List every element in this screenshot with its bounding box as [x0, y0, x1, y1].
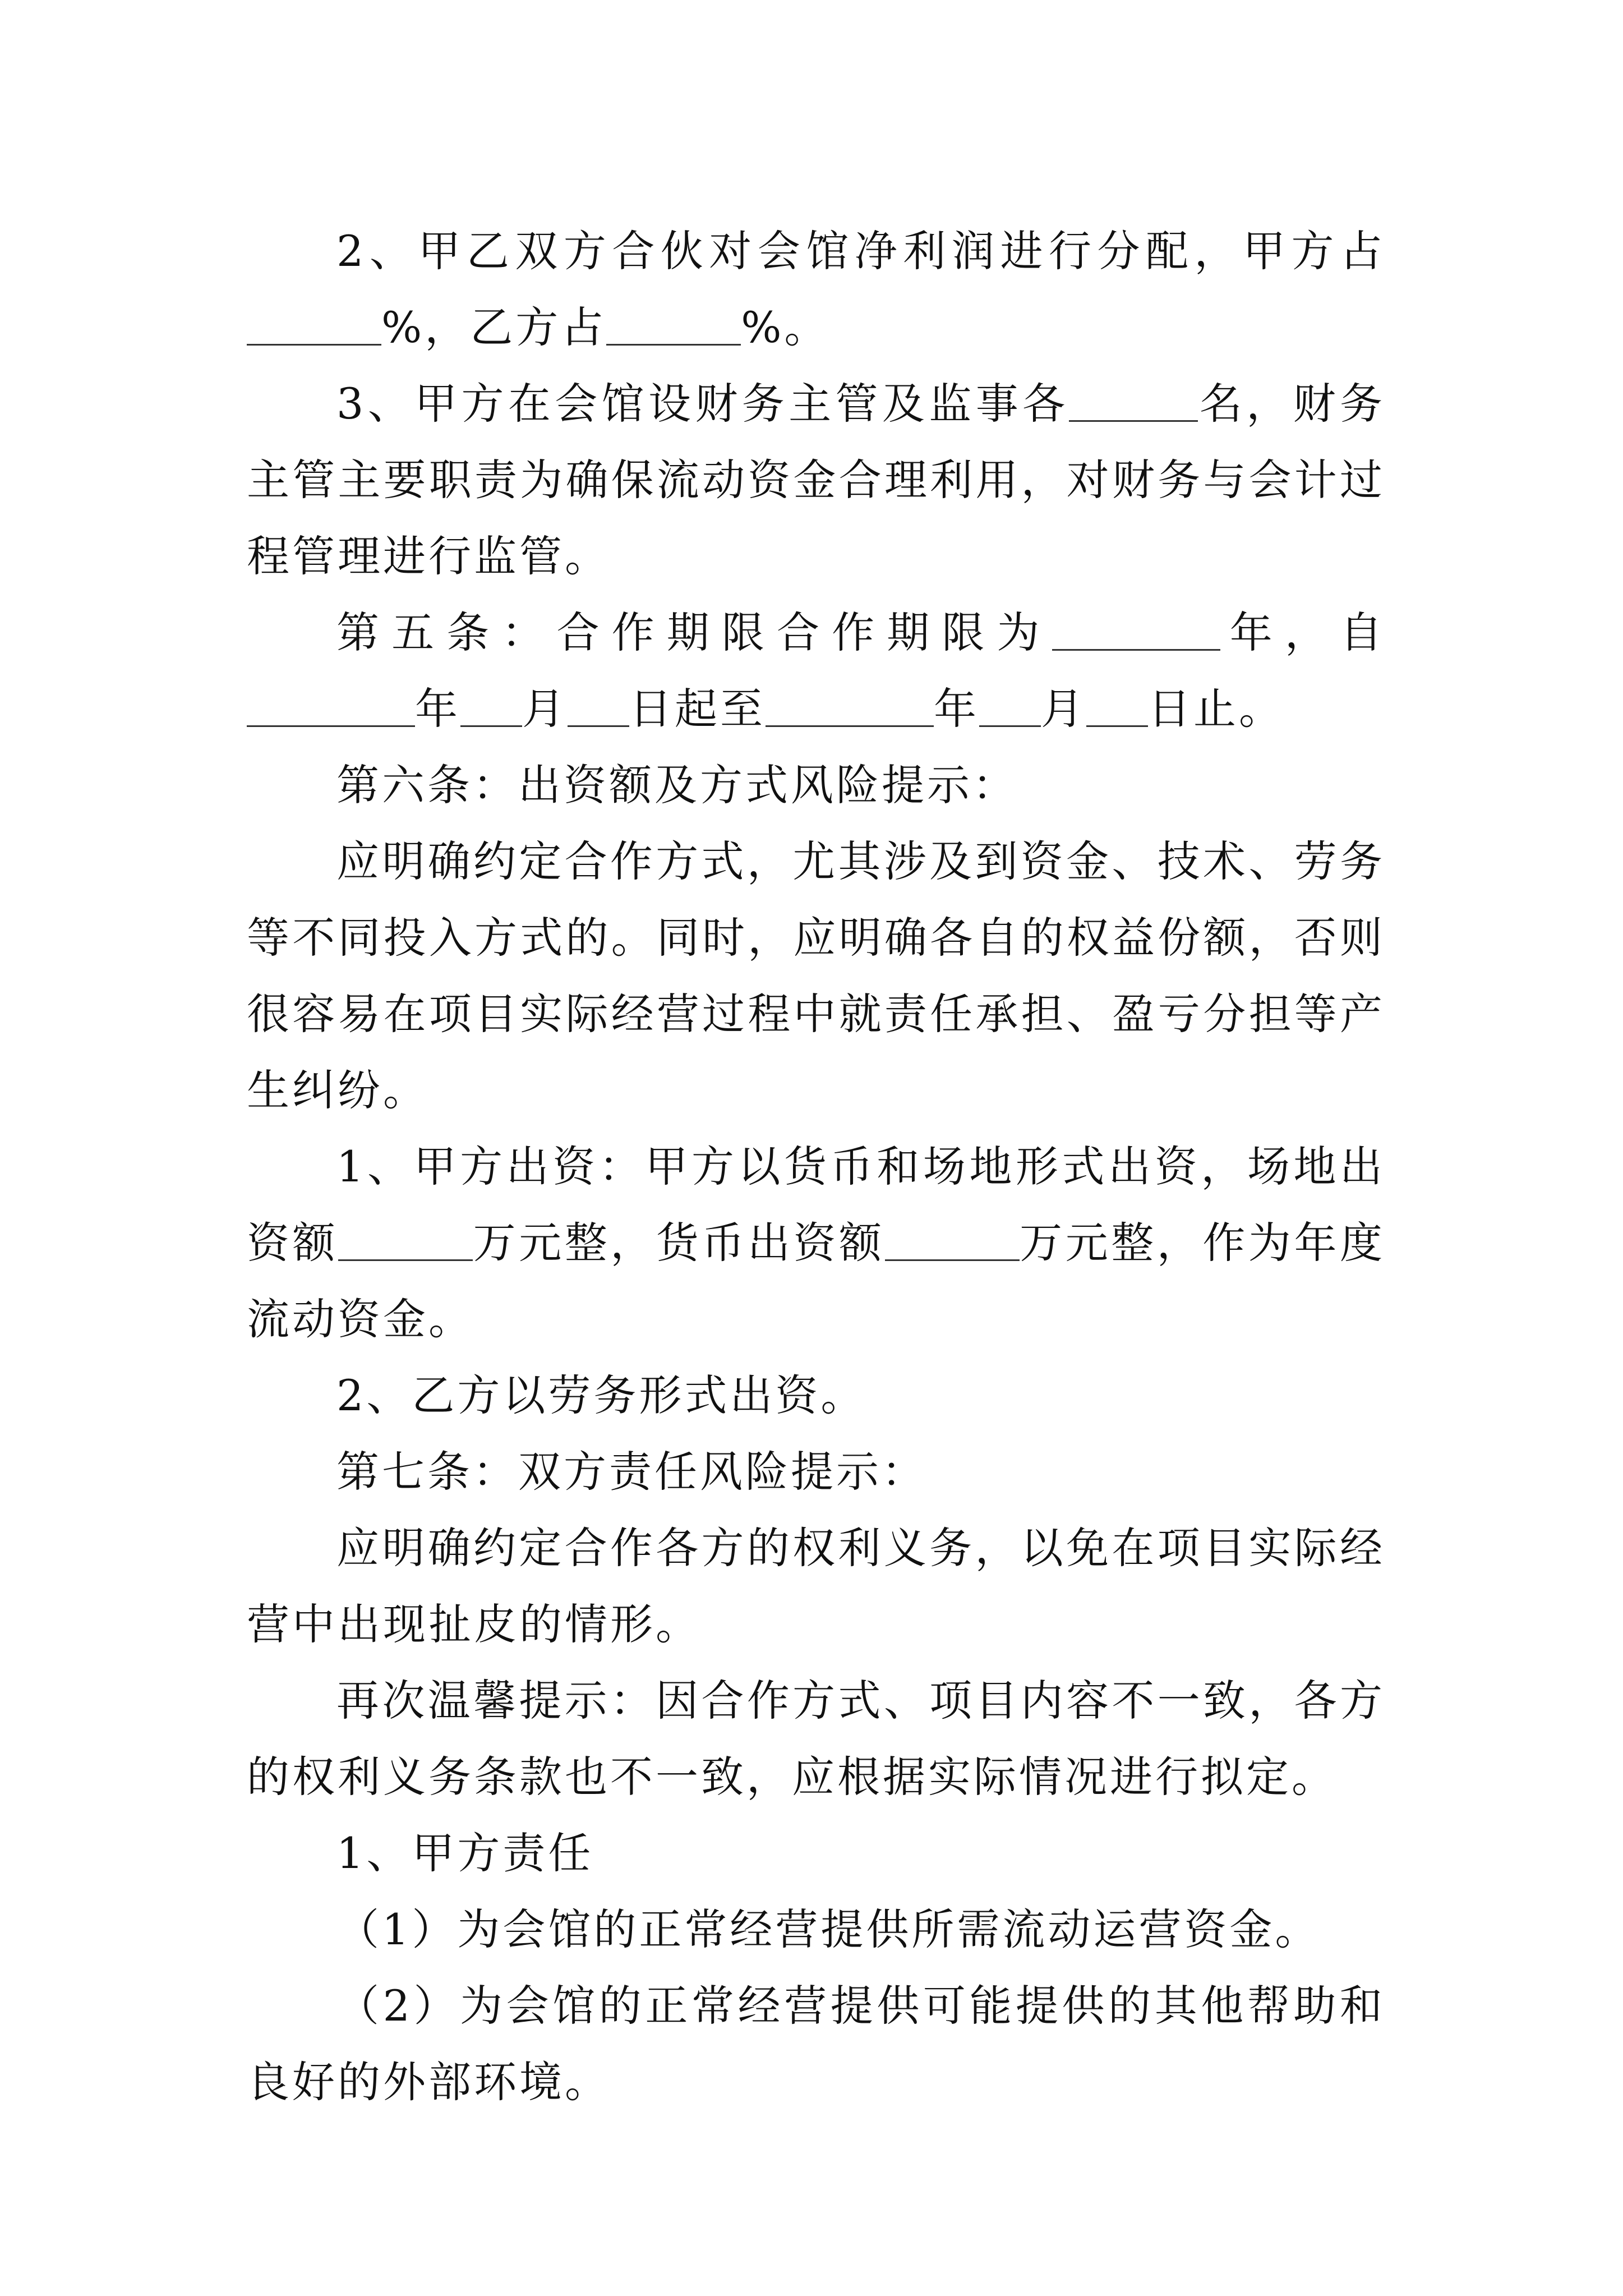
paragraph-text: 年	[415, 684, 460, 734]
blank-field-supervisor-count	[1069, 381, 1198, 422]
blank-field-party-a-share	[247, 305, 381, 346]
document-body	[247, 213, 1385, 2120]
paragraph-article-7-risk: 应明确约定合作各方的权利义务，以免在项目实际经营中出现扯皮的情形。	[247, 1523, 1385, 1649]
paragraph-finance-supervisor	[247, 366, 1385, 595]
paragraph-text: 万元整，货币出资额	[473, 1218, 885, 1268]
paragraph-article-6-heading: 第六条：出资额及方式风险提示：	[336, 760, 1018, 810]
paragraph-text: %。	[741, 302, 830, 352]
paragraph-text: %，乙方占	[381, 302, 607, 352]
paragraph-text: 名，财务主管主要职责为确保流动资金合理利用，对财务与会计过程管理进行监管。	[247, 379, 1385, 581]
blank-field-start-year	[247, 686, 415, 727]
paragraph-party-a-duty-1: （1）为会馆的正常经营提供所需流动运营资金。	[336, 1904, 1321, 1954]
blank-field-end-year	[766, 686, 934, 727]
paragraph-text: 万元整，作为年度流动资金。	[247, 1218, 1386, 1344]
paragraph-party-a-contribution	[247, 1129, 1385, 1358]
blank-field-end-day	[1086, 686, 1148, 727]
paragraph-text: 年	[934, 684, 979, 734]
paragraph-text: 日止。	[1148, 684, 1284, 734]
paragraph-party-b-contribution: 2、乙方以劳务形式出资。	[336, 1370, 866, 1420]
paragraph-party-a-duties-heading: 1、甲方责任	[336, 1828, 594, 1878]
paragraph-article-6-risk: 应明确约定合作方式，尤其涉及到资金、技术、劳务等不同投入方式的。同时，应明确各自的权益份额，否则很容易在项目实际经营过程中就责任承担、盈亏分担等产生纠纷。	[247, 836, 1385, 1115]
paragraph-text: 月	[1041, 684, 1086, 734]
blank-field-start-month	[460, 686, 522, 727]
paragraph-text: 2、甲乙双方合伙对会馆净利润进行分配，甲方占	[336, 226, 1385, 276]
blank-field-end-month	[979, 686, 1041, 727]
paragraph-text: 3、甲方在会馆设财务主管及监事各	[336, 379, 1069, 429]
paragraph-text: 第五条：合作期限合作期限为	[336, 608, 1052, 657]
paragraph-text: 月	[522, 684, 568, 734]
paragraph-party-a-duty-2: （2）为会馆的正常经营提供可能提供的其他帮助和良好的外部环境。	[247, 1981, 1385, 2107]
paragraph-article-7-heading: 第七条：双方责任风险提示：	[336, 1447, 927, 1497]
paragraph-profit-distribution	[247, 213, 1385, 366]
paragraph-article-5-term	[247, 595, 1385, 747]
blank-field-start-day	[568, 686, 629, 727]
paragraph-text: 年，自	[1220, 608, 1385, 657]
blank-field-cash-amount	[885, 1220, 1020, 1261]
paragraph-text: 1、甲方出资：甲方以货币和场地形式出资，场地出资额	[247, 1142, 1385, 1268]
paragraph-text: 日起至	[629, 684, 766, 734]
paragraph-reminder: 再次温馨提示：因合作方式、项目内容不一致，各方的权利义务条款也不一致，应根据实际情况进行拟定。	[247, 1676, 1385, 1802]
blank-field-venue-amount	[338, 1220, 473, 1261]
blank-field-party-b-share	[606, 305, 741, 346]
blank-field-term-years	[1052, 610, 1220, 651]
